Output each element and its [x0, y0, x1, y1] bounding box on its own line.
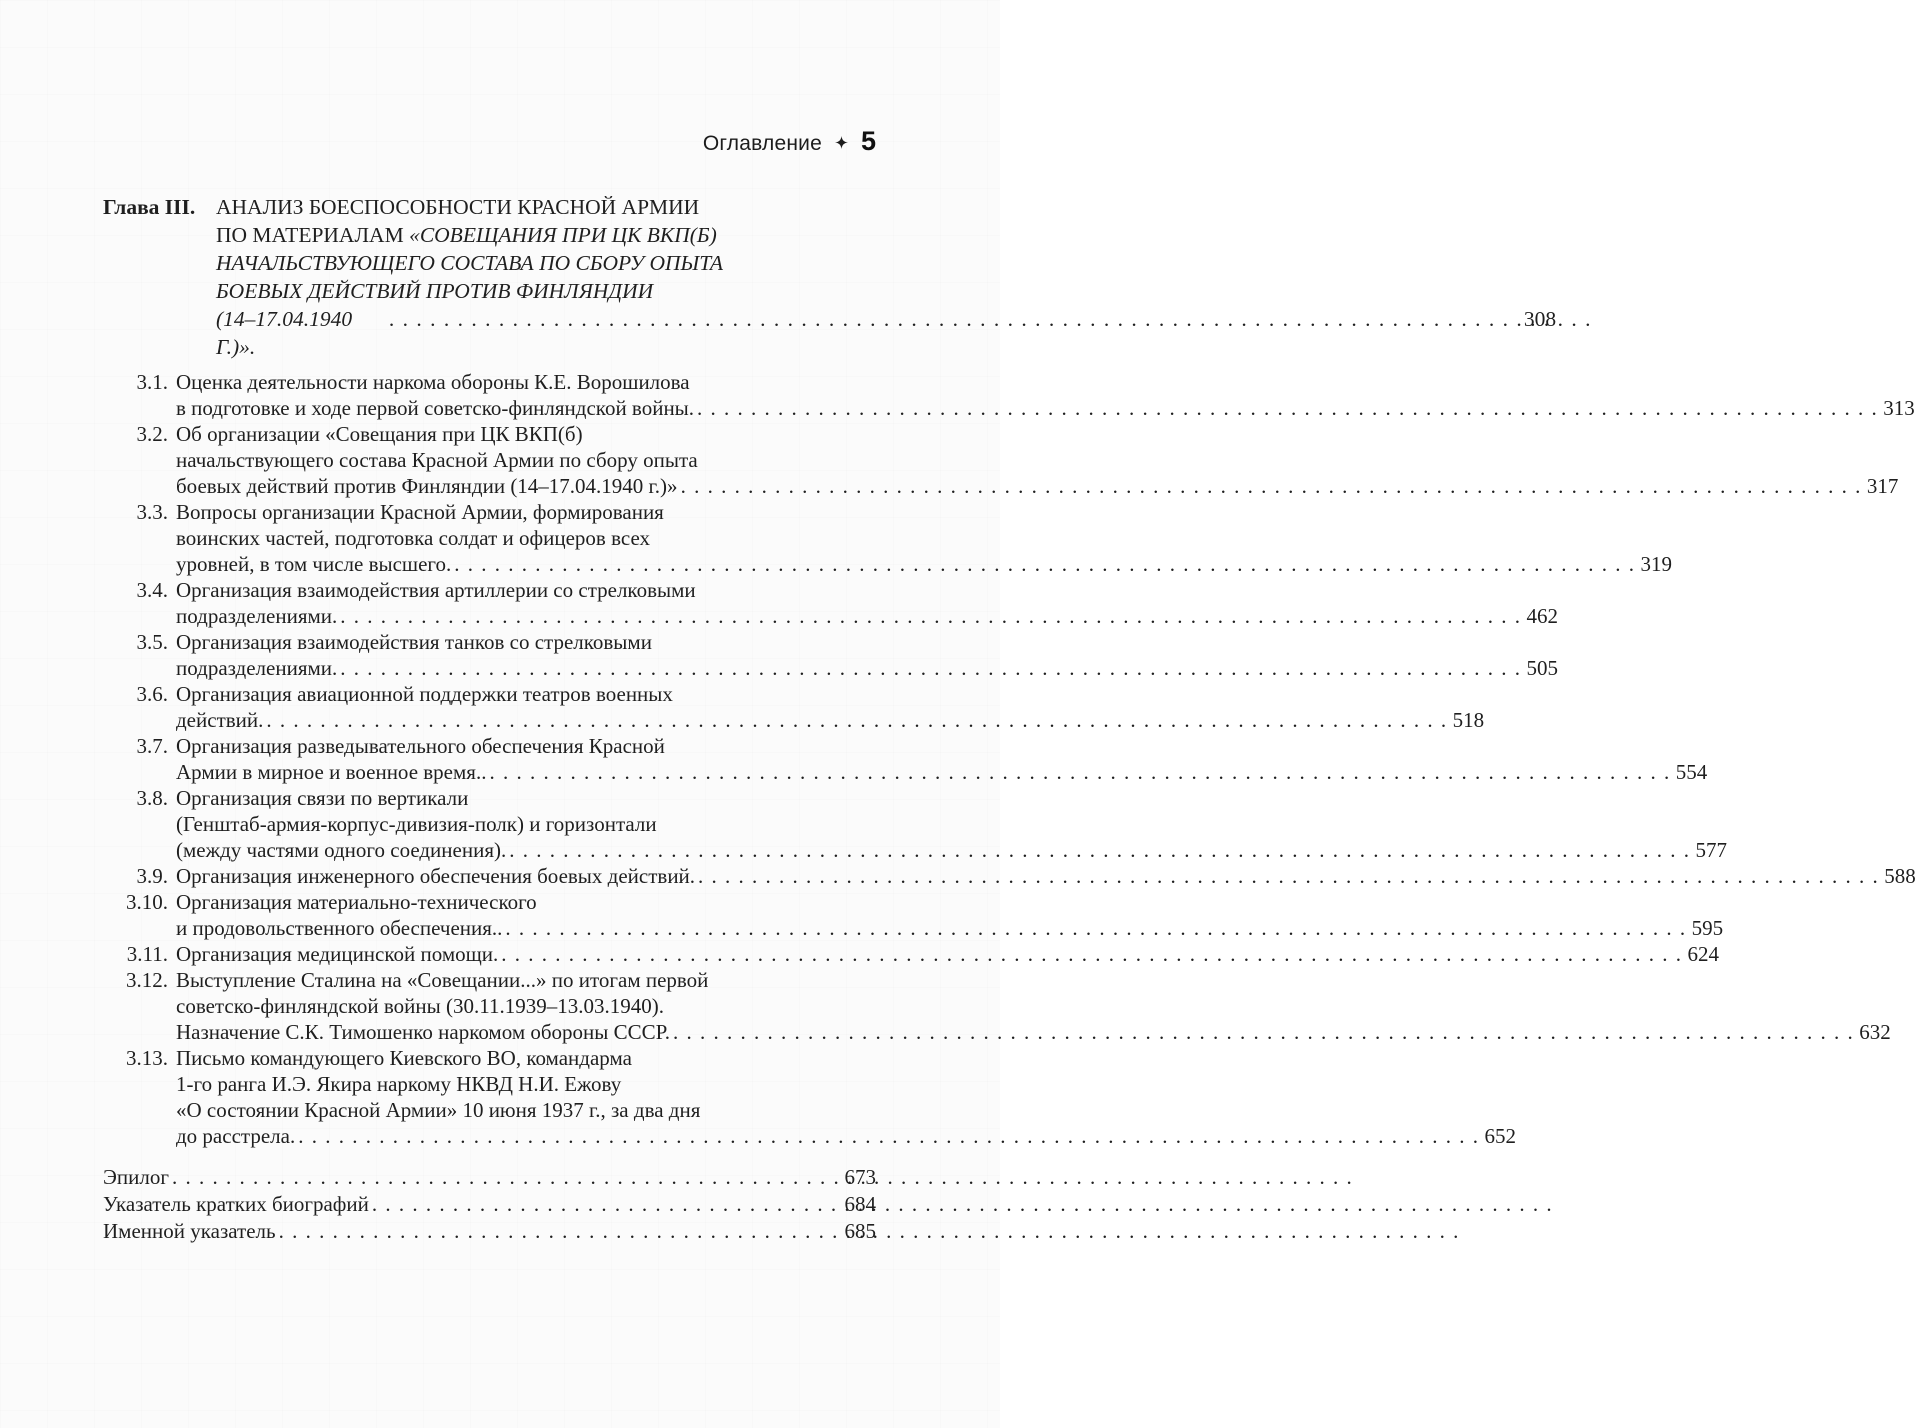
- entry-line: [176, 681, 1484, 707]
- toc-back-matter-list: [103, 1164, 876, 1245]
- entry-line: [176, 941, 1719, 967]
- entry-body: [176, 863, 1916, 889]
- entry-body: [176, 785, 1727, 863]
- entry-line-text: подразделениями.: [176, 656, 338, 680]
- dot-leader: [509, 837, 1690, 863]
- entry-number: 3.9.: [136, 864, 168, 888]
- entry-line: [176, 1019, 1891, 1045]
- entry-line: [176, 447, 1898, 473]
- entry-line: [176, 967, 1891, 993]
- dot-leader: [172, 1164, 840, 1191]
- dot-leader: [489, 759, 1670, 785]
- entry-line-text: Оценка деятельности наркома обороны К.Е. Ворошилова: [176, 370, 690, 394]
- dot-leader: [298, 1123, 1479, 1149]
- entry-line: [176, 655, 1558, 681]
- entry-line-text: (Генштаб-армия-корпус-дивизия-полк) и горизонтали: [176, 812, 657, 836]
- entry-page-number: 505: [1526, 656, 1559, 680]
- back-matter-label: Именной указатель: [103, 1219, 276, 1243]
- toc-entry: [103, 421, 1899, 499]
- dot-leader: [501, 941, 1682, 967]
- entry-line: [176, 577, 1558, 603]
- entry-line: [176, 837, 1727, 863]
- toc-entry: [103, 733, 1708, 785]
- toc-section-list: [103, 369, 1916, 1149]
- entry-number: 3.8.: [136, 786, 168, 810]
- toc-entry: [103, 629, 1559, 681]
- dot-leader: [673, 1019, 1854, 1045]
- chapter-title-text-italic: «СОВЕЩАНИЯ ПРИ ЦК ВКП(Б): [409, 223, 717, 247]
- entry-line-text: Организация связи по вертикали: [176, 786, 469, 810]
- chapter-title-line: [216, 277, 1556, 305]
- entry-line-text: до расстрела.: [176, 1124, 296, 1148]
- back-matter-entry: [103, 1191, 876, 1218]
- entry-line-text: 1-го ранга И.Э. Якира наркому НКВД Н.И. Ежову: [176, 1072, 622, 1096]
- dot-leader: [279, 1218, 840, 1245]
- entry-number: 3.2.: [136, 422, 168, 446]
- entry-number: 3.11.: [126, 942, 168, 966]
- back-matter-entry: [103, 1218, 876, 1245]
- entry-line: [176, 629, 1558, 655]
- dot-leader: [681, 473, 1862, 499]
- entry-number: 3.3.: [136, 500, 168, 524]
- entry-number: 3.12.: [126, 968, 168, 992]
- chapter-title: [216, 193, 1556, 361]
- entry-line-text: и продовольственного обеспечения..: [176, 916, 503, 940]
- entry-line-text: Назначение С.К. Тимошенко наркомом обороны СССР.: [176, 1020, 670, 1044]
- chapter-title-text: ПО МАТЕРИАЛАМ: [216, 223, 410, 247]
- entry-body: [176, 889, 1723, 941]
- entry-line: [176, 1071, 1516, 1097]
- chapter-title-line: [216, 193, 1556, 221]
- dot-leader: [340, 655, 1521, 681]
- entry-line: [176, 707, 1484, 733]
- entry-page-number: 554: [1675, 760, 1708, 784]
- entry-line: [176, 759, 1707, 785]
- entry-page-number: 632: [1859, 1020, 1891, 1044]
- entry-page-number: 462: [1526, 604, 1559, 628]
- entry-line: [176, 889, 1723, 915]
- entry-line-text: Выступление Сталина на «Совещании...» по итогам первой: [176, 968, 709, 992]
- entry-page-number: 577: [1695, 838, 1727, 862]
- entry-page-number: 317: [1866, 474, 1899, 498]
- entry-line-text: боевых действий против Финляндии (14–17.04.1940 г.)»: [176, 474, 678, 498]
- chapter-title-text-italic: НАЧАЛЬСТВУЮЩЕГО СОСТАВА ПО СБОРУ ОПЫТА: [216, 251, 724, 275]
- entry-line-text: начальствующего состава Красной Армии по сбору опыта: [176, 448, 698, 472]
- entry-line: [176, 499, 1672, 525]
- entry-body: [176, 499, 1672, 577]
- toc-entry: [103, 681, 1485, 733]
- entry-page-number: 652: [1484, 1124, 1516, 1148]
- entry-line: [176, 551, 1672, 577]
- chapter-entry: [103, 193, 1557, 361]
- dot-leader: [372, 1191, 840, 1218]
- chapter-title-line: [216, 305, 1556, 361]
- header-section-title: Оглавление: [702, 132, 822, 155]
- entry-line: [176, 1097, 1516, 1123]
- entry-line: [176, 395, 1915, 421]
- entry-line: [176, 785, 1727, 811]
- entry-line: [176, 473, 1898, 499]
- entry-page-number: 624: [1687, 942, 1720, 966]
- chapter-title-text-italic: БОЕВЫХ ДЕЙСТВИЙ ПРОТИВ ФИНЛЯНДИИ: [216, 279, 654, 303]
- dot-leader: [389, 305, 1519, 333]
- entry-line-text: Организация разведывательного обеспечения Красной: [176, 734, 665, 758]
- entry-number: 3.10.: [126, 890, 168, 914]
- entry-page-number: 319: [1640, 552, 1673, 576]
- toc-entry: [103, 967, 1891, 1045]
- chapter-title-line: [216, 249, 1556, 277]
- chapter-title-text-italic: (14–17.04.1940 Г.)».: [216, 307, 353, 359]
- entry-line: [176, 733, 1707, 759]
- entry-line-text: подразделениями.: [176, 604, 338, 628]
- dot-leader: [697, 395, 1878, 421]
- toc-entry: [103, 1045, 1516, 1149]
- dot-leader: [340, 603, 1521, 629]
- entry-line: [176, 863, 1916, 889]
- entry-number: 3.5.: [136, 630, 168, 654]
- entry-body: [176, 629, 1558, 681]
- entry-line-text: «О состоянии Красной Армии» 10 июня 1937 г., за два дня: [176, 1098, 701, 1122]
- entry-line-text: Организация материально-технического: [176, 890, 537, 914]
- toc-entry: [103, 369, 1915, 421]
- entry-body: [176, 941, 1719, 967]
- entry-page-number: 518: [1452, 708, 1485, 732]
- entry-line: [176, 525, 1672, 551]
- back-matter-label: Указатель кратких биографий: [103, 1192, 369, 1216]
- entry-page-number: 308: [1523, 307, 1557, 331]
- entry-line-text: Организация взаимодействия артиллерии со стрелковыми: [176, 578, 696, 602]
- entry-line-text: Организация инженерного обеспечения боевых действий.: [176, 864, 696, 888]
- entry-body: [176, 1045, 1516, 1149]
- entry-line-text: Об организации «Совещания при ЦК ВКП(б): [176, 422, 583, 446]
- entry-body: [176, 681, 1484, 733]
- back-matter-entry: [103, 1164, 876, 1191]
- dot-leader: [266, 707, 1447, 733]
- toc-entry: [103, 863, 1916, 889]
- entry-line-text: Вопросы организации Красной Армии, формирования: [176, 500, 664, 524]
- chapter-title-line: [216, 221, 1556, 249]
- entry-number: 3.6.: [136, 682, 168, 706]
- toc-entry: [103, 889, 1724, 941]
- toc-entry: [103, 577, 1559, 629]
- entry-line-text: воинских частей, подготовка солдат и офицеров всех: [176, 526, 650, 550]
- entry-page-number: 685: [844, 1219, 876, 1243]
- entry-line: [176, 915, 1723, 941]
- toc-entry: [103, 785, 1727, 863]
- entry-body: [176, 369, 1915, 421]
- entry-line-text: действий.: [176, 708, 264, 732]
- entry-number: 3.13.: [126, 1046, 168, 1070]
- dot-leader: [698, 863, 1879, 889]
- entry-page-number: 595: [1691, 916, 1724, 940]
- entry-number: 3.1.: [136, 370, 168, 394]
- entry-line-text: Организация авиационной поддержки театров военных: [176, 682, 673, 706]
- four-pointed-star-icon: [835, 136, 848, 149]
- entry-page-number: 684: [844, 1192, 876, 1216]
- header-page-number: 5: [860, 126, 876, 156]
- entry-line: [176, 369, 1915, 395]
- entry-line-text: Организация медицинской помощи.: [176, 942, 499, 966]
- entry-line-text: уровней, в том числе высшего.: [176, 552, 452, 576]
- entry-page-number: 588: [1884, 864, 1916, 888]
- dot-leader: [454, 551, 1635, 577]
- entry-line: [176, 993, 1891, 1019]
- entry-line: [176, 603, 1558, 629]
- entry-body: [176, 421, 1898, 499]
- chapter-label: Глава III.: [103, 195, 196, 219]
- entry-line-text: Армии в мирное и военное время..: [176, 760, 487, 784]
- entry-line: [176, 1045, 1516, 1071]
- entry-line-text: Письмо командующего Киевского ВО, командарма: [176, 1046, 632, 1070]
- toc-entry: [103, 941, 1720, 967]
- entry-page-number: 673: [844, 1165, 876, 1189]
- entry-line-text: в подготовке и ходе первой советско-финляндской войны.: [176, 396, 695, 420]
- entry-line-text: (между частями одного соединения).: [176, 838, 507, 862]
- entry-number: 3.4.: [136, 578, 168, 602]
- entry-line-text: советско-финляндской войны (30.11.1939–13.03.1940).: [176, 994, 664, 1018]
- entry-line-text: Организация взаимодействия танков со стрелковыми: [176, 630, 652, 654]
- dot-leader: [505, 915, 1686, 941]
- chapter-title-text: АНАЛИЗ БОЕСПОСОБНОСТИ КРАСНОЙ АРМИИ: [216, 195, 700, 219]
- entry-line: [176, 1123, 1516, 1149]
- entry-body: [176, 577, 1558, 629]
- entry-body: [176, 733, 1707, 785]
- entry-line: [176, 811, 1727, 837]
- entry-page-number: 313: [1883, 396, 1915, 420]
- entry-body: [176, 967, 1891, 1045]
- back-matter-label: Эпилог: [103, 1165, 169, 1189]
- toc-entry: [103, 499, 1673, 577]
- entry-line: [176, 421, 1898, 447]
- entry-number: 3.7.: [136, 734, 168, 758]
- running-header: [103, 0, 876, 157]
